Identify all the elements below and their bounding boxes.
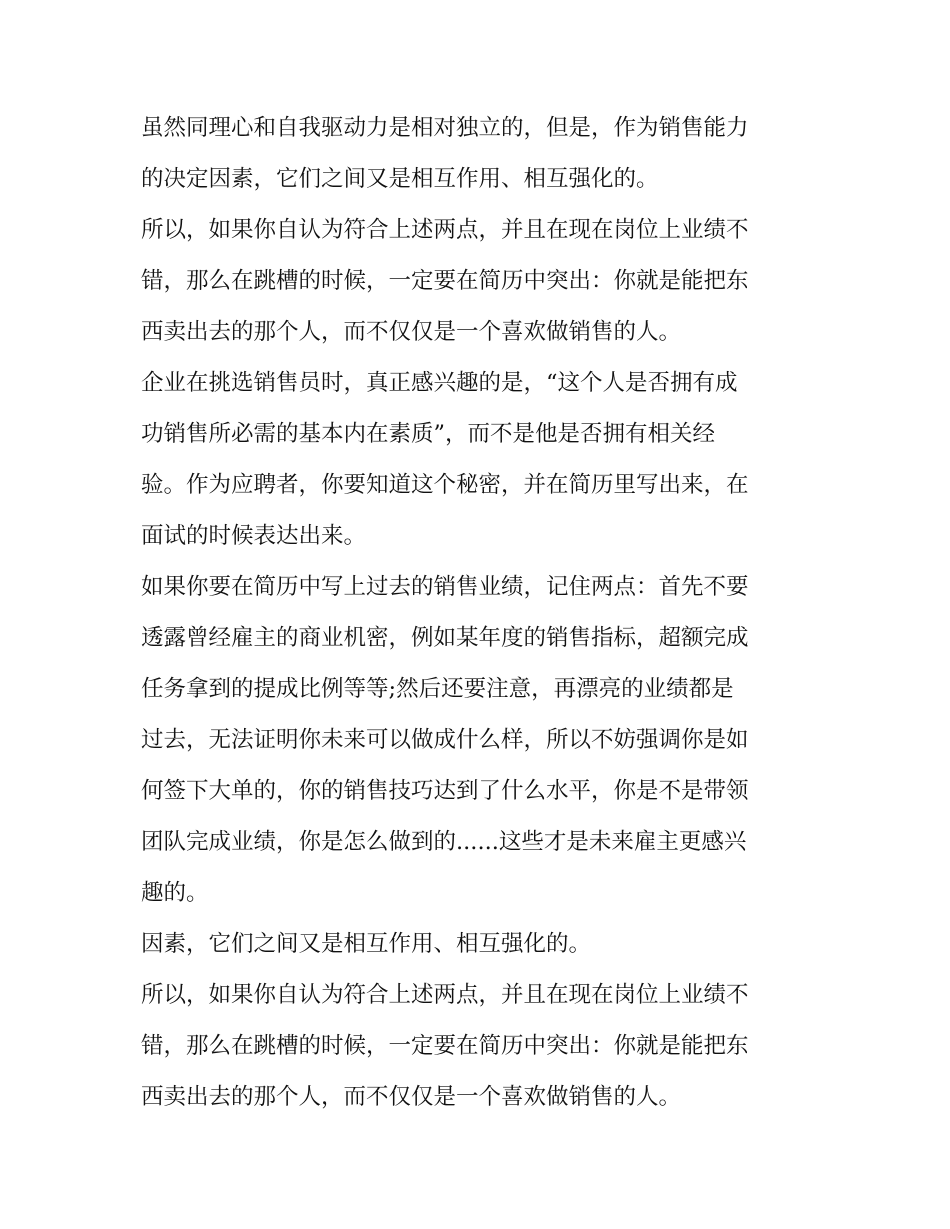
text-line: 何签下大单的，你的销售技巧达到了什么水平，你是不是带领 [141,778,749,804]
text-line: 错，那么在跳槽的时候，一定要在简历中突出：你就是能把东 [141,1033,749,1059]
text-line: 西卖出去的那个人，而不仅仅是一个喜欢做销售的人。 [141,1084,682,1110]
text-line: 透露曾经雇主的商业机密，例如某年度的销售指标，超额完成 [141,625,749,651]
text-line: 功销售所必需的基本内在素质”，而不是他是否拥有相关经 [141,421,716,447]
text-line: 团队完成业绩，你是怎么做到的......这些才是未来雇主更感兴 [141,829,747,855]
text-line: 所以，如果你自认为符合上述两点，并且在现在岗位上业绩不 [141,217,749,243]
text-line: 过去，无法证明你未来可以做成什么样，所以不妨强调你是如 [141,727,749,753]
text-line: 面试的时候表达出来。 [141,523,367,549]
text-line: 所以，如果你自认为符合上述两点，并且在现在岗位上业绩不 [141,982,749,1008]
text-line: 西卖出去的那个人，而不仅仅是一个喜欢做销售的人。 [141,319,682,345]
text-line: 虽然同理心和自我驱动力是相对独立的，但是，作为销售能力 [141,115,749,141]
text-line: 因素，它们之间又是相互作用、相互强化的。 [141,931,592,957]
text-line: 任务拿到的提成比例等等;然后还要注意，再漂亮的业绩都是 [141,676,734,702]
text-line: 错，那么在跳槽的时候，一定要在简历中突出：你就是能把东 [141,268,749,294]
document-body [141,103,813,1123]
text-line: 如果你要在简历中写上过去的销售业绩，记住两点：首先不要 [141,574,749,600]
text-line: 的决定因素，它们之间又是相互作用、相互强化的。 [141,166,659,192]
text-line: 验。作为应聘者，你要知道这个秘密，并在简历里写出来，在 [141,472,749,498]
text-line: 趣的。 [141,880,209,906]
text-line: 企业在挑选销售员时，真正感兴趣的是，“这个人是否拥有成 [141,370,738,396]
